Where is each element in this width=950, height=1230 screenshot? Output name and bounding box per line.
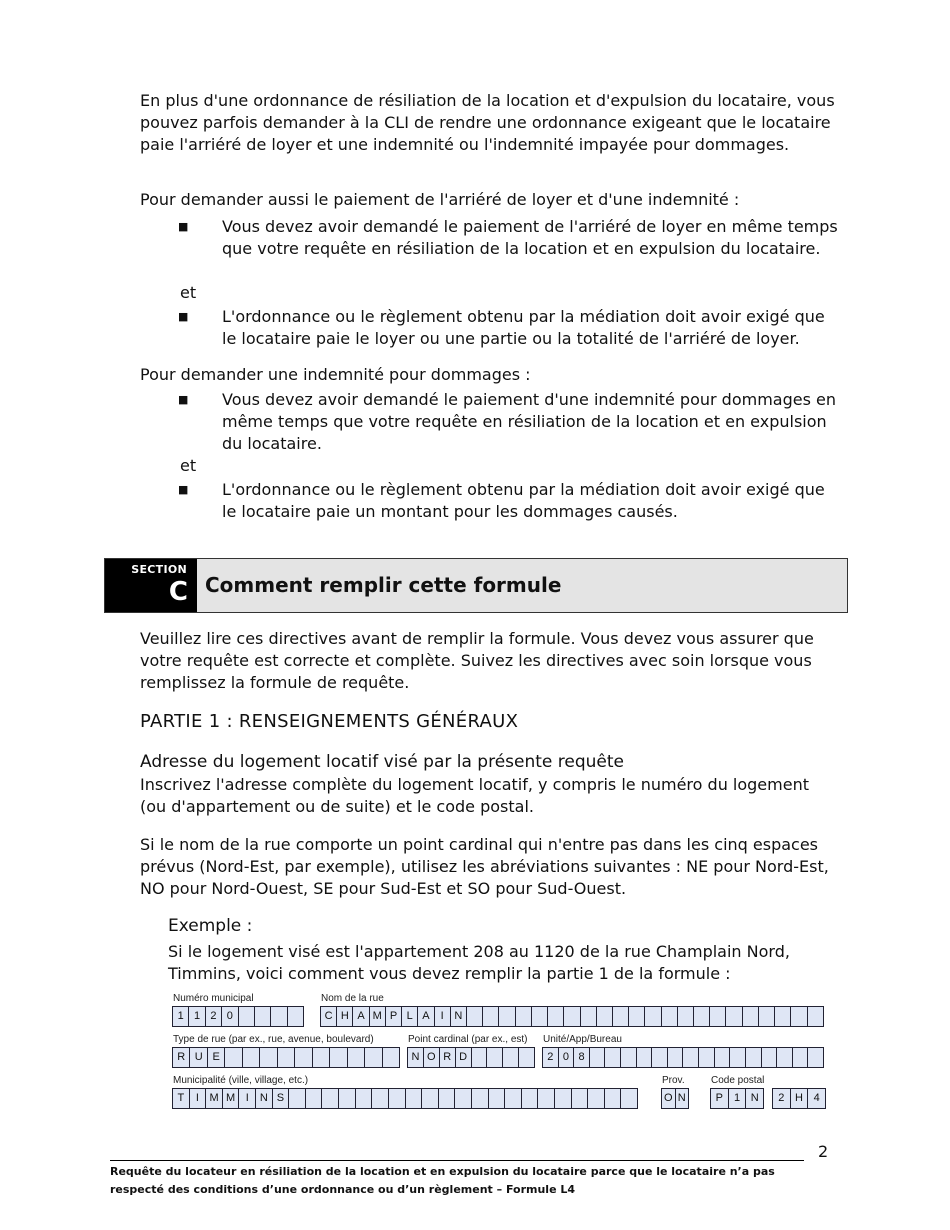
rue-label: Nom de la rue	[321, 993, 384, 1004]
unite-field	[542, 1047, 824, 1068]
body-paragraph-1: Veuillez lire ces directives avant de remplir la formule. Vous devez vous assurer que votre requête est correcte et complète. Suivez les directives avec soin lorsque vous remplissez la formule de requête.	[140, 629, 814, 692]
list-item	[178, 216, 838, 260]
char-box	[808, 1007, 823, 1026]
char-box: A	[418, 1007, 434, 1026]
char-box	[678, 1007, 694, 1026]
char-box	[365, 1048, 382, 1067]
char-box: 4	[813, 1092, 820, 1104]
numero-label: Numéro municipal	[173, 993, 254, 1004]
char-box	[295, 1048, 312, 1067]
code-postal-field-2	[772, 1088, 826, 1109]
char-box	[516, 1007, 532, 1026]
char-box: 1	[729, 1089, 747, 1108]
char-box	[225, 1048, 242, 1067]
char-box	[289, 1089, 306, 1108]
char-box: N	[750, 1092, 759, 1104]
list-item	[178, 389, 838, 455]
point-cardinal-label: Point cardinal (par ex., est)	[408, 1034, 528, 1045]
char-box	[588, 1089, 605, 1108]
char-box	[348, 1048, 365, 1067]
section-header	[104, 558, 848, 613]
char-box	[383, 1048, 399, 1067]
char-box	[503, 1048, 519, 1067]
char-box	[662, 1007, 678, 1026]
section-letter: C	[168, 577, 188, 607]
intro-paragraph-3: Pour demander une indemnité pour dommages :	[140, 365, 531, 384]
point-cardinal-field	[407, 1047, 535, 1068]
char-box	[322, 1089, 339, 1108]
char-box	[613, 1007, 629, 1026]
char-box: H	[337, 1007, 353, 1026]
char-box	[243, 1048, 260, 1067]
char-box	[278, 1048, 295, 1067]
char-box: U	[190, 1048, 207, 1067]
page-number: 2	[818, 1142, 829, 1161]
char-box	[519, 1048, 534, 1067]
section-label: SECTION	[131, 563, 187, 576]
char-box	[629, 1007, 645, 1026]
char-box	[455, 1089, 472, 1108]
section-title: Comment remplir cette formule	[205, 573, 562, 597]
section-tag	[105, 559, 197, 612]
char-box	[683, 1048, 699, 1067]
char-box	[621, 1089, 637, 1108]
char-box	[668, 1048, 684, 1067]
intro-paragraph-2: Pour demander aussi le paiement de l'arriéré de loyer et d'une indemnité :	[140, 190, 740, 209]
char-box	[422, 1089, 439, 1108]
list-item-text: Vous devez avoir demandé le paiement de l'arriéré de loyer en même temps que votre requête en résiliation de la location et en expulsion du locataire.	[222, 217, 838, 258]
char-box	[775, 1007, 791, 1026]
char-box	[581, 1007, 597, 1026]
char-box: C	[321, 1007, 337, 1026]
char-box: D	[456, 1048, 472, 1067]
char-box: S	[273, 1089, 290, 1108]
char-box: 0	[222, 1007, 238, 1026]
body-paragraph-2: Inscrivez l'adresse complète du logement locatif, y compris le numéro du logement (ou d'appartement ou de suite) et le code postal.	[140, 775, 809, 816]
char-box: O	[424, 1048, 440, 1067]
char-box	[759, 1007, 775, 1026]
unite-label: Unité/App/Bureau	[543, 1034, 622, 1045]
char-box	[339, 1089, 356, 1108]
char-box	[637, 1048, 653, 1067]
char-box	[777, 1048, 793, 1067]
footer-text: Requête du locateur en résiliation de la location et en expulsion du locataire parce que le locataire n’a pas respecté des conditions d’une ordonnance ou d’un règlement – Formule L4	[110, 1165, 775, 1196]
char-box	[808, 1048, 823, 1067]
char-box	[271, 1007, 287, 1026]
char-box: I	[190, 1089, 207, 1108]
address-subheading: Adresse du logement locatif visé par la présente requête	[140, 752, 625, 772]
char-box: M	[223, 1089, 240, 1108]
char-box	[483, 1007, 499, 1026]
char-box: 8	[574, 1048, 590, 1067]
char-box	[605, 1089, 622, 1108]
char-box	[255, 1007, 271, 1026]
char-box	[472, 1048, 488, 1067]
province-field	[661, 1088, 689, 1109]
et-connector: et	[180, 283, 197, 302]
char-box	[555, 1089, 572, 1108]
list-item-text: L'ordonnance ou le règlement obtenu par la médiation doit avoir exigé que le locataire paie un montant pour les dommages causés.	[222, 480, 825, 521]
char-box	[590, 1048, 606, 1067]
bullet-icon: ■	[178, 483, 189, 496]
body-paragraph-3: Si le nom de la rue comporte un point cardinal qui n'entre pas dans les cinq espaces prévus (Nord-Est, par exemple), utilisez les abréviations suivantes : NE pour Nord-Est, NO pour Nord-Ouest, SE pour Sud-Est et SO pour Sud-Ouest.	[140, 835, 829, 898]
char-box: 1	[189, 1007, 205, 1026]
char-box	[239, 1007, 255, 1026]
char-box: M	[370, 1007, 386, 1026]
char-box	[439, 1089, 456, 1108]
char-box: 2	[543, 1048, 559, 1067]
char-box: P	[386, 1007, 402, 1026]
char-box: 2	[206, 1007, 222, 1026]
char-box	[743, 1007, 759, 1026]
char-box: E	[208, 1048, 225, 1067]
char-box	[621, 1048, 637, 1067]
bullet-icon: ■	[178, 310, 189, 323]
char-box	[572, 1089, 589, 1108]
municipalite-field	[172, 1088, 638, 1109]
char-box: N	[408, 1048, 424, 1067]
char-box	[487, 1048, 503, 1067]
char-box: N	[677, 1092, 686, 1104]
char-box: N	[451, 1007, 467, 1026]
char-box: 2	[773, 1089, 791, 1108]
char-box	[538, 1089, 555, 1108]
char-box	[260, 1048, 277, 1067]
char-box	[605, 1048, 621, 1067]
code-postal-label: Code postal	[711, 1075, 765, 1086]
partie-heading: PARTIE 1 : RENSEIGNEMENTS GÉNÉRAUX	[140, 711, 519, 732]
char-box: N	[256, 1089, 273, 1108]
example-text: Si le logement visé est l'appartement 208 au 1120 de la rue Champlain Nord, Timmins, voici comment vous devez remplir la partie 1 de la formule :	[168, 942, 790, 983]
char-box	[645, 1007, 661, 1026]
char-box	[330, 1048, 347, 1067]
char-box	[726, 1007, 742, 1026]
char-box	[372, 1089, 389, 1108]
intro-paragraph-1: En plus d'une ordonnance de résiliation de la location et d'expulsion du locataire, vous pouvez parfois demander à la CLI de rendre une ordonnance exigeant que le locataire paie l'arriéré de loyer et une indemnité ou l'indemnité impayée pour dommages.	[140, 91, 835, 154]
char-box	[467, 1007, 483, 1026]
type-rue-label: Type de rue (par ex., rue, avenue, boulevard)	[173, 1034, 374, 1045]
char-box	[762, 1048, 778, 1067]
char-box: I	[239, 1089, 256, 1108]
char-box: L	[402, 1007, 418, 1026]
list-item-text: Vous devez avoir demandé le paiement d'une indemnité pour dommages en même temps que votre requête en résiliation de la location et en expulsion du locataire.	[222, 390, 836, 453]
char-box	[548, 1007, 564, 1026]
char-box	[505, 1089, 522, 1108]
char-box	[306, 1089, 323, 1108]
numero-municipal-field	[172, 1006, 304, 1027]
bullet-icon: ■	[178, 393, 189, 406]
char-box	[710, 1007, 726, 1026]
char-box: P	[711, 1089, 729, 1108]
char-box: R	[173, 1048, 190, 1067]
prov-label: Prov.	[662, 1075, 685, 1086]
char-box	[694, 1007, 710, 1026]
char-box	[699, 1048, 715, 1067]
char-box	[746, 1048, 762, 1067]
et-connector: et	[180, 456, 197, 475]
char-box: 1	[173, 1007, 189, 1026]
char-box: R	[440, 1048, 456, 1067]
char-box	[564, 1007, 580, 1026]
char-box	[406, 1089, 423, 1108]
char-box: I	[435, 1007, 451, 1026]
char-box	[499, 1007, 515, 1026]
char-box	[793, 1048, 809, 1067]
char-box	[597, 1007, 613, 1026]
char-box: 0	[559, 1048, 575, 1067]
code-postal-field-1	[710, 1088, 764, 1109]
municipalite-label: Municipalité (ville, village, etc.)	[173, 1075, 309, 1086]
footer-rule	[110, 1160, 804, 1161]
char-box	[313, 1048, 330, 1067]
char-box	[472, 1089, 489, 1108]
char-box	[652, 1048, 668, 1067]
example-label: Exemple :	[168, 916, 253, 936]
char-box	[522, 1089, 539, 1108]
nom-rue-field	[320, 1006, 824, 1027]
char-box: T	[173, 1089, 190, 1108]
char-box	[730, 1048, 746, 1067]
char-box	[489, 1089, 506, 1108]
char-box: M	[206, 1089, 223, 1108]
list-item	[178, 479, 838, 523]
char-box	[288, 1007, 303, 1026]
char-box: O	[662, 1089, 676, 1108]
list-item	[178, 306, 838, 350]
bullet-icon: ■	[178, 220, 189, 233]
char-box	[389, 1089, 406, 1108]
list-item-text: L'ordonnance ou le règlement obtenu par la médiation doit avoir exigé que le locataire paie le loyer ou une partie ou la totalité de l'arriéré de loyer.	[222, 307, 825, 348]
char-box	[532, 1007, 548, 1026]
char-box	[356, 1089, 373, 1108]
type-rue-field	[172, 1047, 400, 1068]
char-box	[791, 1007, 807, 1026]
char-box	[715, 1048, 731, 1067]
char-box: H	[791, 1089, 809, 1108]
char-box: A	[353, 1007, 369, 1026]
